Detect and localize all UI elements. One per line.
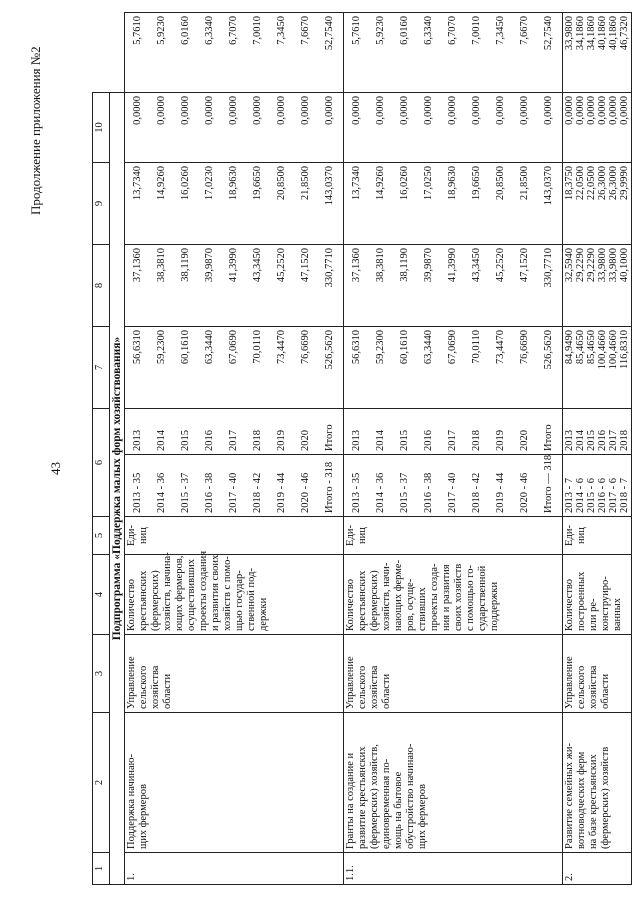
measure-name-line: вотноводческих ферм <box>576 751 587 849</box>
indicator-line: построенных <box>576 571 587 631</box>
unit-line: ниц <box>576 527 587 544</box>
measure-name-line: щих фермеров <box>417 784 428 849</box>
year-line: 2019 <box>495 430 506 451</box>
executor-line: хозяйства <box>369 665 380 709</box>
indicator-line: хозяйств с помо- <box>222 556 233 631</box>
local-funding-line: 0,0000 <box>519 96 530 125</box>
target-value-line: 2013 - 35 <box>351 472 362 513</box>
row-number: 1.1. <box>344 853 563 885</box>
other-funding-line: 5,9230 <box>156 16 167 45</box>
header-cell: 6 <box>93 409 110 517</box>
regional-funding-line: 18,3750 <box>564 166 575 201</box>
target-value-line: 2017 - 40 <box>447 472 458 513</box>
total-funding-line: 85,4650 <box>586 330 597 365</box>
year <box>344 409 563 455</box>
header-cell: 4 <box>93 555 110 635</box>
regional-funding-line: 21,8500 <box>519 166 530 201</box>
indicator-line: проекты созда- <box>429 563 440 631</box>
local-funding-line: 0,0000 <box>252 96 263 125</box>
target-value-line: 2017 - 6 <box>608 478 619 513</box>
program-table <box>92 12 632 885</box>
header-cell: 2 <box>93 713 110 853</box>
target-value-line: 2015 - 37 <box>399 472 410 513</box>
indicator <box>125 550 344 635</box>
indicator-line: поддержки <box>489 581 500 631</box>
year-line: 2018 <box>471 430 482 451</box>
federal-funding <box>344 245 563 327</box>
target-value-line: 2018 - 42 <box>252 472 263 513</box>
other-funding-line: 5,9230 <box>375 16 386 45</box>
executor-line: хозяйства <box>588 665 599 709</box>
total-funding-line: 73,4470 <box>276 330 287 365</box>
federal-funding-line: 37,1360 <box>132 248 143 283</box>
year-line: 2015 <box>180 430 191 451</box>
target-value-line: 2018 - 7 <box>619 478 630 513</box>
federal-funding-line: 38,3810 <box>375 248 386 283</box>
year-line: 2013 <box>564 430 575 451</box>
year-line: 2013 <box>351 430 362 451</box>
target-value-line: 2020 - 46 <box>519 472 530 513</box>
other-funding <box>344 13 563 93</box>
appendix-continuation: Продолжение приложения №2 <box>28 46 43 215</box>
federal-funding <box>125 245 344 327</box>
total-funding-line: 60,1610 <box>399 330 410 365</box>
total-funding-line: 67,0690 <box>228 330 239 365</box>
regional-funding-line: 20,8500 <box>495 166 506 201</box>
indicator-line: ственной под- <box>246 568 257 631</box>
total-funding <box>125 327 344 409</box>
unit <box>125 517 344 555</box>
year-line: 2020 <box>519 430 530 451</box>
indicator-line: нающих ферме- <box>393 559 404 631</box>
year-line: 2017 <box>447 430 458 451</box>
federal-funding <box>563 245 632 327</box>
unit-line: Еди- <box>126 525 137 546</box>
other-funding-line: 46,7320 <box>619 16 630 51</box>
other-funding-line: 5,7610 <box>132 16 143 45</box>
other-funding-line: 33,9800 <box>564 16 575 51</box>
regional-funding-line: 18,9630 <box>447 166 458 201</box>
total-funding-line: 70,0110 <box>471 330 482 364</box>
total-funding-line: 76,6690 <box>300 330 311 365</box>
other-funding-line: 7,6670 <box>300 16 311 45</box>
year <box>563 409 632 455</box>
regional-funding-line: 17,0250 <box>423 166 434 201</box>
other-funding-line: 52,7540 <box>324 16 335 51</box>
other-funding-line: 6,7070 <box>228 16 239 45</box>
regional-funding-line: 19,6650 <box>471 166 482 201</box>
federal-funding-line: 47,1520 <box>300 248 311 283</box>
year-line: Итого <box>543 424 554 451</box>
table-row <box>125 13 344 885</box>
indicator-line: Количество <box>564 578 575 631</box>
indicator-line: хозяйств, начи- <box>381 562 392 631</box>
unit-line: Еди- <box>345 525 356 546</box>
local-funding-line: 0,0000 <box>586 96 597 125</box>
federal-funding-line: 38,3810 <box>156 248 167 283</box>
indicator <box>344 555 563 635</box>
other-funding-line: 6,0160 <box>180 16 191 45</box>
measure-name-line: щих фермеров <box>138 784 149 849</box>
federal-funding-line: 32,5940 <box>564 248 575 283</box>
regional-funding-line: 26,3000 <box>597 166 608 201</box>
year-line: 2020 <box>300 430 311 451</box>
federal-funding-line: 45,2520 <box>495 248 506 283</box>
header-cell: 10 <box>93 93 110 163</box>
federal-funding-line: 29,2290 <box>586 248 597 283</box>
other-funding-line: 34,1860 <box>575 16 586 51</box>
local-funding-line: 0,0000 <box>276 96 287 125</box>
total-funding <box>344 327 563 409</box>
section-title: Подпрограмма «Поддержка малых форм хозяйствования» <box>110 93 125 885</box>
indicator-line: ющих фермеров, <box>174 555 185 631</box>
header-cell: 1 <box>93 853 110 885</box>
total-funding-line: 59,2300 <box>375 330 386 365</box>
other-funding-line: 6,3340 <box>204 16 215 45</box>
total-funding-line: 73,4470 <box>495 330 506 365</box>
regional-funding-line: 16,0260 <box>180 166 191 201</box>
local-funding-line: 0,0000 <box>204 96 215 125</box>
other-funding-line: 40,1860 <box>608 16 619 51</box>
target-value-line: Итого - 318 <box>324 461 335 513</box>
federal-funding-line: 47,1520 <box>519 248 530 283</box>
year-line: 2014 <box>575 430 586 451</box>
year-line: 2017 <box>608 430 619 451</box>
total-funding-line: 526,5620 <box>543 330 554 370</box>
indicator-line: крестьянских <box>357 570 368 631</box>
federal-funding-line: 29,2290 <box>575 248 586 283</box>
regional-funding-line: 16,0260 <box>399 166 410 201</box>
regional-funding-line: 20,8500 <box>276 166 287 201</box>
target-value-line: 2014 - 36 <box>375 472 386 513</box>
other-funding-line: 40,1860 <box>597 16 608 51</box>
header-cell: 7 <box>93 327 110 409</box>
local-funding-line: 0,0000 <box>351 96 362 125</box>
total-funding-line: 85,4650 <box>575 330 586 365</box>
regional-funding-line: 14,9260 <box>156 166 167 201</box>
federal-funding-line: 41,3990 <box>228 248 239 283</box>
section-row <box>110 13 125 885</box>
local-funding-line: 0,0000 <box>399 96 410 125</box>
measure-name <box>125 713 344 853</box>
target-value-line: 2014 - 36 <box>156 472 167 513</box>
indicator-line: ствивших <box>417 587 428 631</box>
total-funding-line: 100,4660 <box>597 330 608 370</box>
other-funding-line: 6,3340 <box>423 16 434 45</box>
total-funding-line: 56,6310 <box>132 330 143 365</box>
local-funding <box>563 93 632 163</box>
executor-line: области <box>600 673 611 709</box>
local-funding-line: 0,0000 <box>300 96 311 125</box>
target-value-line: 2019 - 44 <box>276 472 287 513</box>
executor-line: сельского <box>357 665 368 709</box>
federal-funding-line: 330,7710 <box>324 248 335 288</box>
executor-line: хозяйства <box>150 665 161 709</box>
target-value-line: 2018 - 42 <box>471 472 482 513</box>
year-line: 2014 <box>156 430 167 451</box>
other-funding-line: 5,7610 <box>351 16 362 45</box>
total-funding-line: 100,4660 <box>608 330 619 370</box>
federal-funding-line: 45,2520 <box>276 248 287 283</box>
target-value-line: 2015 - 6 <box>586 478 597 513</box>
local-funding-line: 0,0000 <box>375 96 386 125</box>
federal-funding-line: 33,9800 <box>597 248 608 283</box>
executor <box>344 635 563 713</box>
target-value-line: 2014 - 6 <box>575 478 586 513</box>
target-value-line: 2019 - 44 <box>495 472 506 513</box>
local-funding <box>344 93 563 163</box>
local-funding-line: 0,0000 <box>180 96 191 125</box>
unit-line: ниц <box>357 527 368 544</box>
indicator-line: хозяйств, начина- <box>162 552 173 631</box>
total-funding-line: 116,8310 <box>619 330 630 369</box>
header-row <box>93 13 110 885</box>
year-line: 2018 <box>252 430 263 451</box>
measure-name-line: (фермерских) хозяйств <box>600 746 611 849</box>
unit-line: ниц <box>138 527 149 544</box>
target-value-line: Итого — 318 <box>543 454 554 513</box>
executor <box>125 635 344 713</box>
executor <box>563 635 632 713</box>
executor-line: Управление <box>564 656 575 709</box>
measure-name-line: развитие крестьянских <box>357 746 368 849</box>
local-funding <box>125 93 344 163</box>
page-number: 43 <box>48 462 63 475</box>
other-funding-line: 7,3450 <box>495 16 506 45</box>
unit-line: Еди- <box>564 525 575 546</box>
local-funding-line: 0,0000 <box>132 96 143 125</box>
federal-funding-line: 37,1360 <box>351 248 362 283</box>
regional-funding-line: 143,0370 <box>324 166 335 206</box>
indicator <box>563 555 632 635</box>
year-line: 2016 <box>597 430 608 451</box>
regional-funding-line: 13,7340 <box>351 166 362 201</box>
year-line: 2018 <box>619 430 630 451</box>
target-value-line: 2016 - 38 <box>204 472 215 513</box>
federal-funding-line: 39,9870 <box>204 248 215 283</box>
other-funding <box>563 13 632 93</box>
federal-funding-line: 43,3450 <box>471 248 482 283</box>
indicator-line: (фермерских) <box>150 570 161 631</box>
header-cell: 8 <box>93 245 110 327</box>
regional-funding-line: 22,0500 <box>575 166 586 201</box>
target-value <box>125 455 344 517</box>
total-funding-line: 70,0110 <box>252 330 263 364</box>
measure-name-line: обустройство начинаю- <box>405 743 416 849</box>
executor-line: сельского <box>138 665 149 709</box>
local-funding-line: 0,0000 <box>597 96 608 125</box>
local-funding-line: 0,0000 <box>156 96 167 125</box>
year-line: Итого <box>324 424 335 451</box>
other-funding-line: 7,0010 <box>471 16 482 45</box>
indicator-line: ров, осуще- <box>405 578 416 631</box>
year-line: 2013 <box>132 430 143 451</box>
local-funding-line: 0,0000 <box>423 96 434 125</box>
indicator-line: или ре- <box>588 598 599 631</box>
regional-funding <box>125 163 344 245</box>
local-funding-line: 0,0000 <box>575 96 586 125</box>
local-funding-line: 0,0000 <box>608 96 619 125</box>
year-line: 2014 <box>375 430 386 451</box>
local-funding-line: 0,0000 <box>543 96 554 125</box>
row-number: 1. <box>125 853 344 885</box>
local-funding-line: 0,0000 <box>495 96 506 125</box>
federal-funding-line: 41,3990 <box>447 248 458 283</box>
other-funding-line: 34,1860 <box>586 16 597 51</box>
federal-funding-line: 39,9870 <box>423 248 434 283</box>
year-line: 2015 <box>586 430 597 451</box>
indicator-line: проекты создания <box>198 550 209 631</box>
regional-funding-line: 143,0370 <box>543 166 554 206</box>
federal-funding-line: 43,3450 <box>252 248 263 283</box>
regional-funding-line: 22,0500 <box>586 166 597 201</box>
measure-name-line: Развитие семейных жи- <box>564 742 575 849</box>
target-value <box>563 455 632 517</box>
other-funding-line: 7,0010 <box>252 16 263 45</box>
target-value-line: 2017 - 40 <box>228 472 239 513</box>
year-line: 2017 <box>228 430 239 451</box>
other-funding-line: 52,7540 <box>543 16 554 51</box>
executor-line: сельского <box>576 665 587 709</box>
unit <box>563 517 632 555</box>
year-line: 2016 <box>423 430 434 451</box>
header-cell: 9 <box>93 163 110 245</box>
year <box>125 409 344 455</box>
measure-name <box>344 713 563 853</box>
measure-name-line: (фермерских) хозяйств, <box>369 744 380 849</box>
measure-name-line: Поддержка начинаю- <box>126 754 137 849</box>
regional-funding-line: 17,0230 <box>204 166 215 201</box>
executor-line: Управление <box>126 656 137 709</box>
federal-funding-line: 38,1190 <box>180 248 191 282</box>
measure-name-line: единовременная по- <box>381 758 392 849</box>
indicator-line: держки <box>258 597 269 631</box>
target-value-line: 2016 - 38 <box>423 472 434 513</box>
total-funding-line: 526,5620 <box>324 330 335 370</box>
measure-name-line: мощь на бытовое <box>393 771 404 849</box>
indicator-line: конструиро- <box>600 576 611 631</box>
target-value-line: 2020 - 46 <box>300 472 311 513</box>
total-funding <box>563 327 632 409</box>
federal-funding-line: 33,9800 <box>608 248 619 283</box>
indicator-line: своих хозяйств <box>453 563 464 631</box>
local-funding-line: 0,0000 <box>447 96 458 125</box>
executor-line: Управление <box>345 656 356 709</box>
target-value-line: 2013 - 35 <box>132 472 143 513</box>
indicator-line: ния и развития <box>441 564 452 631</box>
indicator-line: сударственной <box>477 565 488 631</box>
local-funding-line: 0,0000 <box>324 96 335 125</box>
indicator-line: (фермерских) <box>369 570 380 631</box>
total-funding-line: 76,6690 <box>519 330 530 365</box>
regional-funding-line: 13,7340 <box>132 166 143 201</box>
regional-funding-line: 26,3000 <box>608 166 619 201</box>
local-funding-line: 0,0000 <box>564 96 575 125</box>
total-funding-line: 59,2300 <box>156 330 167 365</box>
regional-funding-line: 18,9630 <box>228 166 239 201</box>
other-funding-line: 6,0160 <box>399 16 410 45</box>
indicator-line: с помощью го- <box>465 565 476 631</box>
indicator-line: и развития своих <box>210 554 221 631</box>
executor-line: области <box>162 673 173 709</box>
table-row <box>563 13 632 885</box>
indicator-line: щью государ- <box>234 570 245 631</box>
other-funding-line: 7,3450 <box>276 16 287 45</box>
target-value-line: 2015 - 37 <box>180 472 191 513</box>
year-line: 2015 <box>399 430 410 451</box>
indicator-line: ванных <box>612 597 623 631</box>
measure-name-line: на базе крестьянских <box>588 754 599 849</box>
regional-funding-line: 21,8500 <box>300 166 311 201</box>
regional-funding-line: 19,6650 <box>252 166 263 201</box>
total-funding-line: 67,0690 <box>447 330 458 365</box>
header-cell: 3 <box>93 635 110 713</box>
regional-funding-line: 29,9990 <box>619 166 630 201</box>
regional-funding <box>344 163 563 245</box>
other-funding-line: 7,6670 <box>519 16 530 45</box>
federal-funding-line: 330,7710 <box>543 248 554 288</box>
unit <box>344 517 563 555</box>
federal-funding-line: 40,1000 <box>619 248 630 283</box>
indicator-line: осуществивших <box>186 558 197 631</box>
local-funding-line: 0,0000 <box>228 96 239 125</box>
target-value <box>344 455 563 517</box>
total-funding-line: 63,3440 <box>204 330 215 365</box>
local-funding-line: 0,0000 <box>619 96 630 125</box>
executor-line: области <box>381 673 392 709</box>
regional-funding <box>563 163 632 245</box>
header-cell: 5 <box>93 517 110 555</box>
target-value-line: 2016 - 6 <box>597 478 608 513</box>
total-funding-line: 84,9490 <box>564 330 575 365</box>
indicator-line: Количество <box>126 578 137 631</box>
year-line: 2016 <box>204 430 215 451</box>
regional-funding-line: 14,9260 <box>375 166 386 201</box>
local-funding-line: 0,0000 <box>471 96 482 125</box>
table-row <box>344 13 563 885</box>
indicator-line: крестьянских <box>138 570 149 631</box>
measure-name-line: Гранты на создание и <box>345 752 356 849</box>
total-funding-line: 60,1610 <box>180 330 191 365</box>
total-funding-line: 56,6310 <box>351 330 362 365</box>
other-funding-line: 6,7070 <box>447 16 458 45</box>
year-line: 2019 <box>276 430 287 451</box>
total-funding-line: 63,3440 <box>423 330 434 365</box>
target-value-line: 2013 - 7 <box>564 478 575 513</box>
measure-name <box>563 713 632 853</box>
federal-funding-line: 38,1190 <box>399 248 410 282</box>
other-funding <box>125 13 344 93</box>
indicator-line: Количество <box>345 578 356 631</box>
row-number: 2. <box>563 853 632 885</box>
